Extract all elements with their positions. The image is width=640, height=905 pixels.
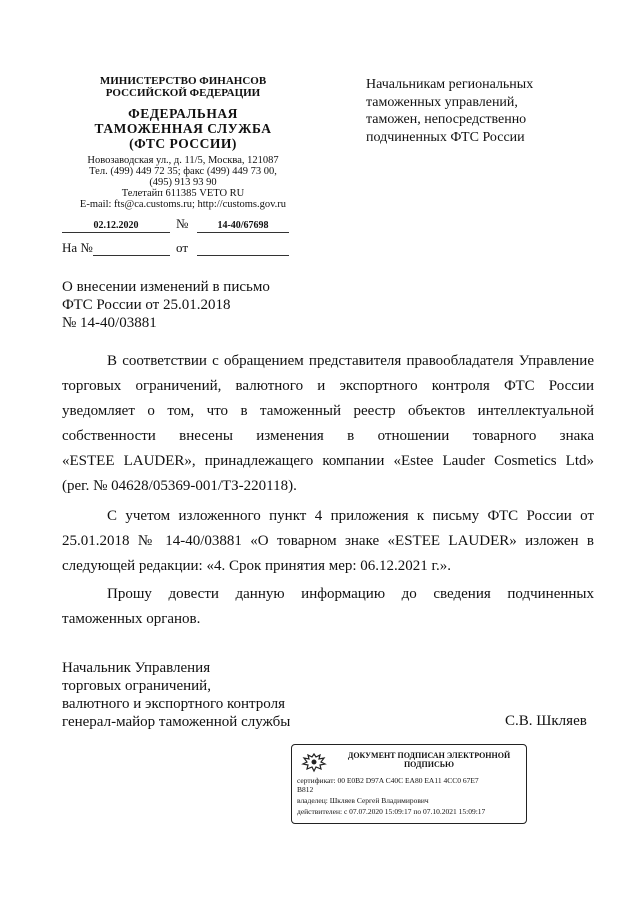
electronic-signature-stamp bbox=[291, 744, 527, 824]
signatory-title-line: торговых ограничений, bbox=[62, 678, 211, 694]
subject-line: № 14-40/03881 bbox=[62, 315, 157, 331]
registration-date-field: 02.12.2020 bbox=[62, 220, 170, 233]
reference-label: На № bbox=[62, 240, 93, 255]
ministry-name-line2: РОССИЙСКОЙ ФЕДЕРАЦИИ bbox=[105, 87, 261, 99]
addressee-line: таможен, непосредственно bbox=[366, 112, 527, 127]
stamp-validity: действителен: с 07.07.2020 15:09:17 по 07.10.2021 15:09:17 bbox=[297, 807, 486, 816]
sender-teletype-line: Телетайп 611385 VETO RU bbox=[121, 188, 245, 199]
signatory-title-line: валютного и экспортного контроля bbox=[62, 696, 285, 712]
addressee-line: Начальникам региональных bbox=[366, 77, 534, 92]
body-line: уведомляет о том, что в таможенный реестр объектов интеллектуальной bbox=[62, 403, 594, 419]
signatory-title bbox=[62, 659, 290, 731]
sender-address-line: Новозаводская ул., д. 11/5, Москва, 121087 bbox=[87, 155, 279, 166]
addressee-line: подчиненных ФТС России bbox=[366, 129, 525, 145]
service-name-line2: ТАМОЖЕННАЯ СЛУЖБА bbox=[94, 121, 272, 136]
service-name-line3: (ФТС РОССИИ) bbox=[129, 136, 237, 151]
stamp-title-line: ПОДПИСЬЮ bbox=[403, 760, 455, 769]
ministry-name-line1: МИНИСТЕРСТВО ФИНАНСОВ bbox=[99, 75, 267, 87]
addressee-block bbox=[366, 76, 533, 146]
reference-from-label: от bbox=[176, 240, 189, 255]
body-line: «ESTEE LAUDER», принадлежащего компании «Estee Lauder Cosmetics Ltd» bbox=[62, 453, 594, 469]
eagle-emblem-icon bbox=[300, 751, 328, 773]
sender-email-line: E-mail: fts@ca.customs.ru; http://customs.gov.ru bbox=[79, 199, 287, 210]
body-line: собственности внесены изменения в отношении товарного знака bbox=[62, 428, 594, 444]
subject-line: О внесении изменений в письмо bbox=[62, 279, 270, 295]
body-paragraph-1 bbox=[62, 349, 594, 499]
signatory-title-line: Начальник Управления bbox=[62, 660, 211, 676]
body-line: торговых ограничений, валютного и экспортного контроля ФТС России bbox=[62, 378, 594, 394]
registration-number-sign: № bbox=[176, 216, 189, 231]
signatory-title-line: генерал-майор таможенной службы bbox=[62, 714, 291, 730]
body-line: В соответствии с обращением представителя правообладателя Управление bbox=[107, 353, 594, 369]
sender-phone-line: Тел. (499) 449 72 35; факс (499) 449 73 00, bbox=[89, 166, 277, 177]
registration-number-field: 14-40/67698 bbox=[197, 220, 289, 233]
stamp-owner: владелец: Шкляев Сергей Владимирович bbox=[297, 796, 429, 805]
addressee-line: таможенных управлений, bbox=[366, 94, 518, 110]
body-paragraph-3: Прошу довести данную информацию до сведения подчиненных таможенных органов. bbox=[62, 586, 594, 627]
reference-date-field bbox=[197, 243, 289, 256]
stamp-title-line: ДОКУМЕНТ ПОДПИСАН ЭЛЕКТРОННОЙ bbox=[347, 751, 511, 760]
body-line: (рег. № 04628/05369-001/ТЗ-220118). bbox=[62, 478, 297, 494]
stamp-certificate: сертификат: 00 E0B2 D97A C40C EA80 EA11 4CC0 67E7 bbox=[297, 776, 479, 785]
body-paragraph-2: С учетом изложенного пункт 4 приложения к письму ФТС России от 25.01.2018 № 14-40/03881 «О товарном знаке «ESTEE LAUDER» изложен в следующей редакции: «4. Срок принятия мер: 06.12.2021 г.». bbox=[62, 508, 594, 574]
reference-number-field bbox=[93, 243, 170, 256]
signatory-name: С.В. Шкляев bbox=[505, 713, 587, 729]
service-name-line1: ФЕДЕРАЛЬНАЯ bbox=[128, 106, 238, 121]
stamp-certificate-cont: B812 bbox=[297, 785, 314, 794]
letter-subject bbox=[62, 278, 270, 332]
sender-phone-line2: (495) 913 93 90 bbox=[149, 177, 217, 188]
subject-line: ФТС России от 25.01.2018 bbox=[62, 297, 231, 313]
stamp-title bbox=[336, 751, 522, 769]
